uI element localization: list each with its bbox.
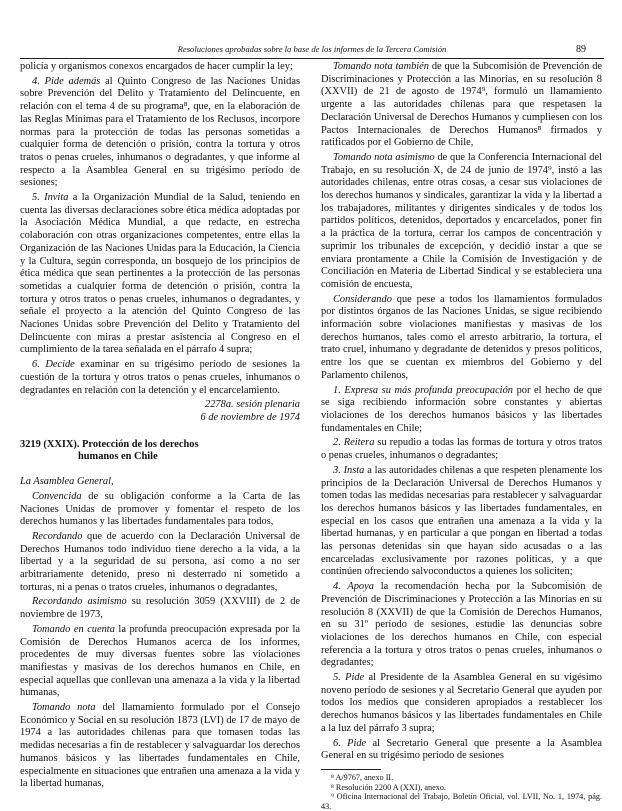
paragraph: Tomando nota asimismo de que la Conferencia Internacional del Trabajo, en su resolución X, de 24 de junio de 1974⁹, instó a las autoridades chilenas, entre otras cosas, a cesar sus violaciones de los derechos humanos y sindicales, garantizar la vida y la libertad a los trabajadores, militantes y dirigentes sindicales y de todos los partidos políticos, detenidos, deportados y encarcelados, poner fin a la práctica de la tortura, cerrar los campos de concentración y suprimir los tribunales de excepción, y decidió instar a que se enviara prontamente a Chile la Comisión de Investigación y de Conciliación en Materia de Libertad Sindical y se estableciera una comisión de encuesta, bbox=[321, 151, 603, 290]
paragraph: 6. Decide examinar en su trigésimo período de sesiones la cuestión de la tortura y otros tratos o penas crueles, inhumanos o degradantes en relación con la detención y el encarcelamiento. bbox=[20, 359, 300, 396]
paragraph: policía y organismos conexos encargados de hacer cumplir la ley; bbox=[20, 61, 293, 72]
paragraph: 5. Pide al Presidente de la Asamblea General en su vigésimo noveno período de sesiones y al Secretario General que ayuden por todos los medios que consideren apropiados a restablecer los derechos humanos básicos y las libertades fundamentales en Chile a la luz del párrafo 3 supra; bbox=[321, 672, 603, 734]
left-column bbox=[20, 61, 300, 793]
right-column bbox=[321, 61, 602, 811]
paragraph: Tomando nota también de que la Subcomisión de Prevención de Discriminaciones y Protección a las Minorías, en su resolución 8 (XXVII) de 21 de agosto de 1974⁹, formuló un llamamiento urgente a las autoridades chilenas para que respetasen la Declaración Universal de Derechos Humanos y cumpliesen con los Pactos Internacionales de Derechos Humanos⁸ firmados y ratificados por el Gobierno de Chile, bbox=[321, 61, 602, 149]
paragraph: 3. Insta a las autoridades chilenas a que respeten plenamente los principios de la Declaración Universal de Derechos Humanos y tomen todas las medidas necesarias para restablecer y salvaguardar los derechos humanos básicos y las libertades fundamentales, en especial en los casos que entrañen una amenaza a la vida y la libertad humanas, y en particular a que pongan en libertad a todas las personas detenidas sin que hayan sido acusadas o a las encarceladas exclusivamente por razones políticas, y a que continúen ofreciendo salvoconductos a quienes los soliciten; bbox=[321, 464, 602, 578]
paragraph: Considerando que pese a todos los llamamientos formulados por distintos órganos de las Naciones Unidas, se sigue recibiendo información sobre violaciones manifiestas y masivas de los derechos humanos, tales como el arresto arbitrario, la tortura, el trato cruel, inhumano y degradante de detenidos y presos políticos, entre los que se cuentan ex miembros del Gobierno y del Parlamento chilenos, bbox=[321, 293, 602, 381]
running-title: Resoluciones aprobadas sobre la base de los informes de la Tercera Comisión bbox=[177, 44, 447, 54]
page-number: 89 bbox=[576, 44, 586, 55]
running-header bbox=[20, 44, 604, 54]
paragraph: 1. Expresa su más profunda preocupación por el hecho de que se siga recibiendo información sobre constantes y abiertas violaciones de los derechos humanos básicos y las libertades fundamentales en Chile; bbox=[321, 384, 602, 434]
footnote-rule bbox=[321, 769, 381, 770]
resolution-title: 3219 (XXIX). Protección de los derechos humanos en Chile bbox=[20, 438, 199, 463]
paragraph: Recordando asimismo su resolución 3059 (XXVIII) de 2 de noviembre de 1973, bbox=[20, 596, 300, 621]
footnotes bbox=[321, 773, 602, 811]
paragraph: Recordando que de acuerdo con la Declaración Universal de Derechos Humanos todo individuo tiene derecho a la vida, a la libertad y a la seguridad de su persona, así como a no ser arbitrariamente detenido, preso ni desterrado ni sometido a torturas, ni a penas o tratos crueles, inhumanos o degradantes, bbox=[20, 530, 300, 593]
session-note: 2278a. sesión plenaria 6 de noviembre de 1974 bbox=[200, 399, 300, 423]
paragraph: Convencida de su obligación conforme a la Carta de las Naciones Unidas de promover y fomentar el respeto de los derechos humanos y las libertades fundamentales para todos, bbox=[20, 490, 300, 528]
footnote: ⁸ Resolución 2200 A (XXI), anexo. bbox=[331, 782, 446, 792]
paragraph: Tomando en cuenta la profunda preocupación expresada por la Comisión de Derechos Humanos acerca de los informes, procedentes de muy diversas fuentes sobre las violaciones manifiestas y masivas de los derechos humanos en Chile, en especial aquellas que conllevan una amenaza a la vida y la libertad humanas, bbox=[20, 623, 300, 699]
paragraph: 4. Pide además al Quinto Congreso de las Naciones Unidas sobre Prevención del Delito y Tratamiento del Delincuente, en relación con el tema 4 de su programa⁸, que, en la elaboración de las Reglas Mínimas para el Tratamiento de los Reclusos, incorpore normas para la protección de todas las personas sometidas a cualquier forma de detención o prisión, contra la tortura y otros tratos o penas crueles, inhumanos o degradantes, y que informe al respecto a la Asamblea General en su trigésimo período de sesiones; bbox=[20, 75, 300, 189]
paragraph: 6. Pide al Secretario General que presente a la Asamblea General en su trigésimo período de sesiones bbox=[321, 737, 602, 762]
footnote: ⁸ A/9767, anexo II. bbox=[331, 772, 394, 782]
paragraph: Tomando nota del llamamiento formulado por el Consejo Económico y Social en su resolución 1873 (LVI) de 17 de mayo de 1974 a las autoridades chilenas para que tomasen todas las medidas necesarias a fin de restablecer y salvaguardar los derechos humanos básicos y las libertades fundamentales en Chile, especialmente en situaciones que entrañen una amenaza a la vida y la libertad humanas, bbox=[20, 702, 300, 790]
assembly-line: La Asamblea General, bbox=[20, 476, 114, 488]
paragraph: 5. Invita a la Organización Mundial de la Salud, teniendo en cuenta las diversas declaraciones sobre ética médica adoptadas por la Asociación Médica Mundial, a que redacte, en estrecha colaboración con otras organizaciones competentes, entre ellas la Organización de las Naciones Unidas para la Educación, la Ciencia y la Cultura, según corresponda, un bosquejo de los principios de ética médica que sean pertinentes a la protección de las personas sometidas a cualquier forma de detención o prisión, contra la tortura y otros tratos o penas crueles, inhumanos o degradantes, y señale el proyecto a la atención del Quinto Congreso de las Naciones Unidas sobre Prevención del Delito y Tratamiento del Delincuente con miras a prestar asistencia al Congreso en el cumplimiento de la tarea señalada en el párrafo 4 supra; bbox=[20, 192, 300, 356]
header-rule bbox=[20, 58, 604, 59]
paragraph: 4. Apoya la recomendación hecha por la Subcomisión de Prevención de Discriminaciones y Protección a las Minorías en su resolución 8 (XXVII) de que la Comisión de Derechos Humanos, en su 31º período de sesiones, estudie las denuncias sobre violaciones de los derechos humanos en Chile, con especial referencia a la tortura y otros tratos o penas crueles, inhumanos o degradantes; bbox=[321, 581, 602, 669]
paragraph: 2. Reitera su repudio a todas las formas de tortura y otros tratos o penas crueles, inhumanos o degradantes; bbox=[321, 437, 602, 462]
footnote: ⁹ Oficina Internacional del Trabajo, Boletín Oficial, vol. LVII, No. 1, 1974, pág. 43. bbox=[321, 792, 602, 811]
